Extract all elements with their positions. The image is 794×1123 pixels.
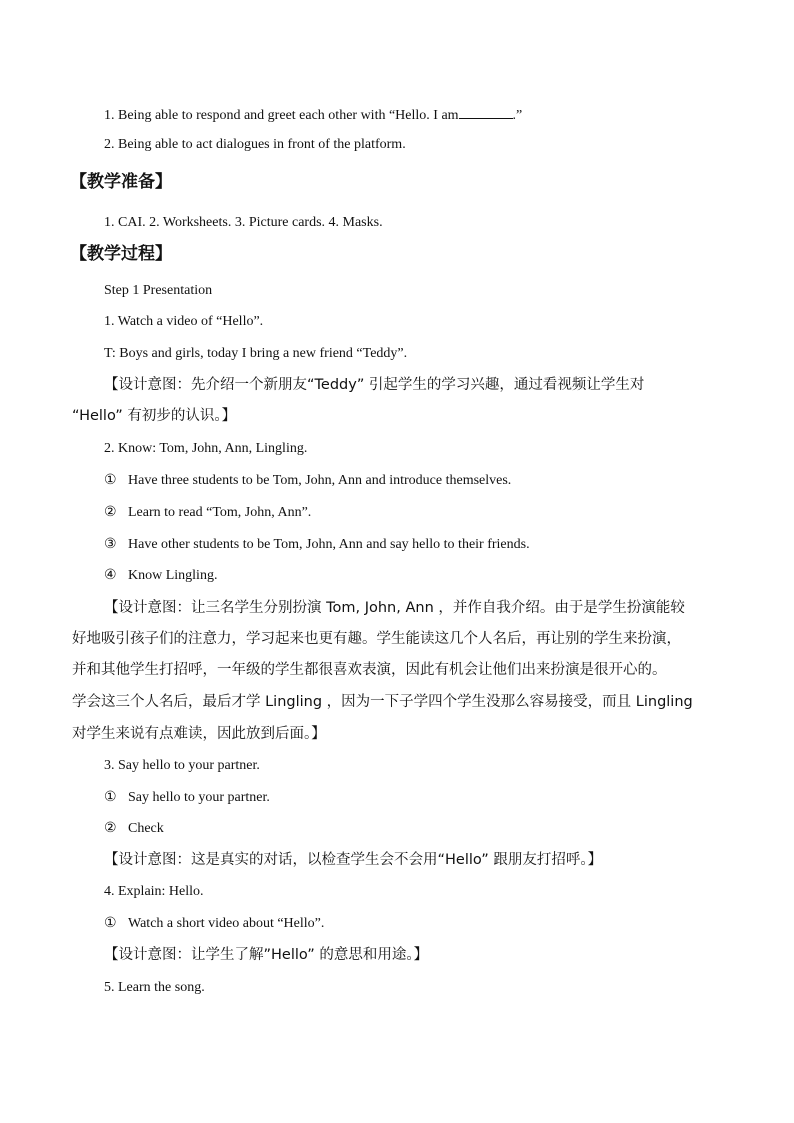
list-item	[104, 566, 217, 586]
design-intent-2-line-4: 学会这三个人名后，最后才学 Lingling ，因为一下子学四个学生没那么容易接受，而且 Lingling	[72, 694, 693, 710]
list-item-text: Know Lingling.	[128, 568, 218, 583]
answer-blank	[459, 104, 513, 119]
design-intent-1-line-2: “Hello” 有初步的认识。】	[72, 408, 237, 424]
list-item-text: Say hello to your partner.	[128, 790, 270, 805]
circled-number: ②	[104, 821, 117, 836]
objective-item-2: 2. Being able to act dialogues in front of the platform.	[104, 137, 406, 152]
step1-item-3: 3. Say hello to your partner.	[104, 758, 260, 773]
list-item	[104, 788, 270, 808]
objective-item-1-end: .”	[512, 108, 523, 123]
objective-item-1	[104, 104, 522, 126]
design-intent-2-line-1: 【设计意图：让三名学生分别扮演 Tom, John, Ann ，并作自我介绍。由于是学生扮演能较	[104, 600, 685, 616]
circled-number: ①	[104, 916, 117, 931]
step1-item-4: 4. Explain: Hello.	[104, 884, 204, 899]
section-heading-preparation: 【教学准备】	[70, 172, 172, 192]
list-item	[104, 535, 530, 555]
list-item	[104, 471, 511, 491]
list-item-text: Have other students to be Tom, John, Ann and say hello to their friends.	[128, 537, 530, 552]
list-item-text: Check	[128, 821, 164, 836]
circled-number: ④	[104, 568, 117, 583]
objective-item-1-text: 1. Being able to respond and greet each other with “Hello. I am	[104, 108, 459, 123]
design-intent-3: 【设计意图：这是真实的对话，以检查学生会不会用“Hello” 跟朋友打招呼。】	[104, 852, 603, 868]
step1-item-5: 5. Learn the song.	[104, 980, 205, 995]
design-intent-1-line-1: 【设计意图：先介绍一个新朋友“Teddy” 引起学生的学习兴趣，通过看视频让学生对	[104, 377, 645, 393]
circled-number: ①	[104, 473, 117, 488]
circled-number: ③	[104, 537, 117, 552]
step1-title: Step 1 Presentation	[104, 283, 213, 298]
list-item	[104, 503, 311, 523]
circled-number: ②	[104, 505, 117, 520]
preparation-items: 1. CAI. 2. Worksheets. 3. Picture cards. 4. Masks.	[104, 215, 383, 230]
list-item-text: Learn to read “Tom, John, Ann”.	[128, 505, 312, 520]
step1-item-1: 1. Watch a video of “Hello”.	[104, 314, 264, 329]
list-item	[104, 914, 324, 934]
design-intent-2-line-3: 并和其他学生打招呼，一年级的学生都很喜欢表演，因此有机会让他们出来扮演是很开心的。	[72, 662, 667, 678]
circled-number: ①	[104, 790, 117, 805]
design-intent-4: 【设计意图：让学生了解”Hello” 的意思和用途。】	[104, 947, 429, 963]
design-intent-2-line-5: 对学生来说有点难读，因此放到后面。】	[72, 726, 326, 742]
step1-item-2: 2. Know: Tom, John, Ann, Lingling.	[104, 441, 308, 456]
list-item-text: Have three students to be Tom, John, Ann and introduce themselves.	[128, 473, 512, 488]
section-heading-process: 【教学过程】	[70, 244, 172, 264]
design-intent-2-line-2: 好地吸引孩子们的注意力，学习起来也更有趣。学生能读这几个人名后，再让别的学生来扮演，	[72, 631, 681, 647]
step1-item-1-teacher: T: Boys and girls, today I bring a new friend “Teddy”.	[104, 346, 408, 361]
list-item-text: Watch a short video about “Hello”.	[128, 916, 325, 931]
list-item	[104, 819, 164, 839]
